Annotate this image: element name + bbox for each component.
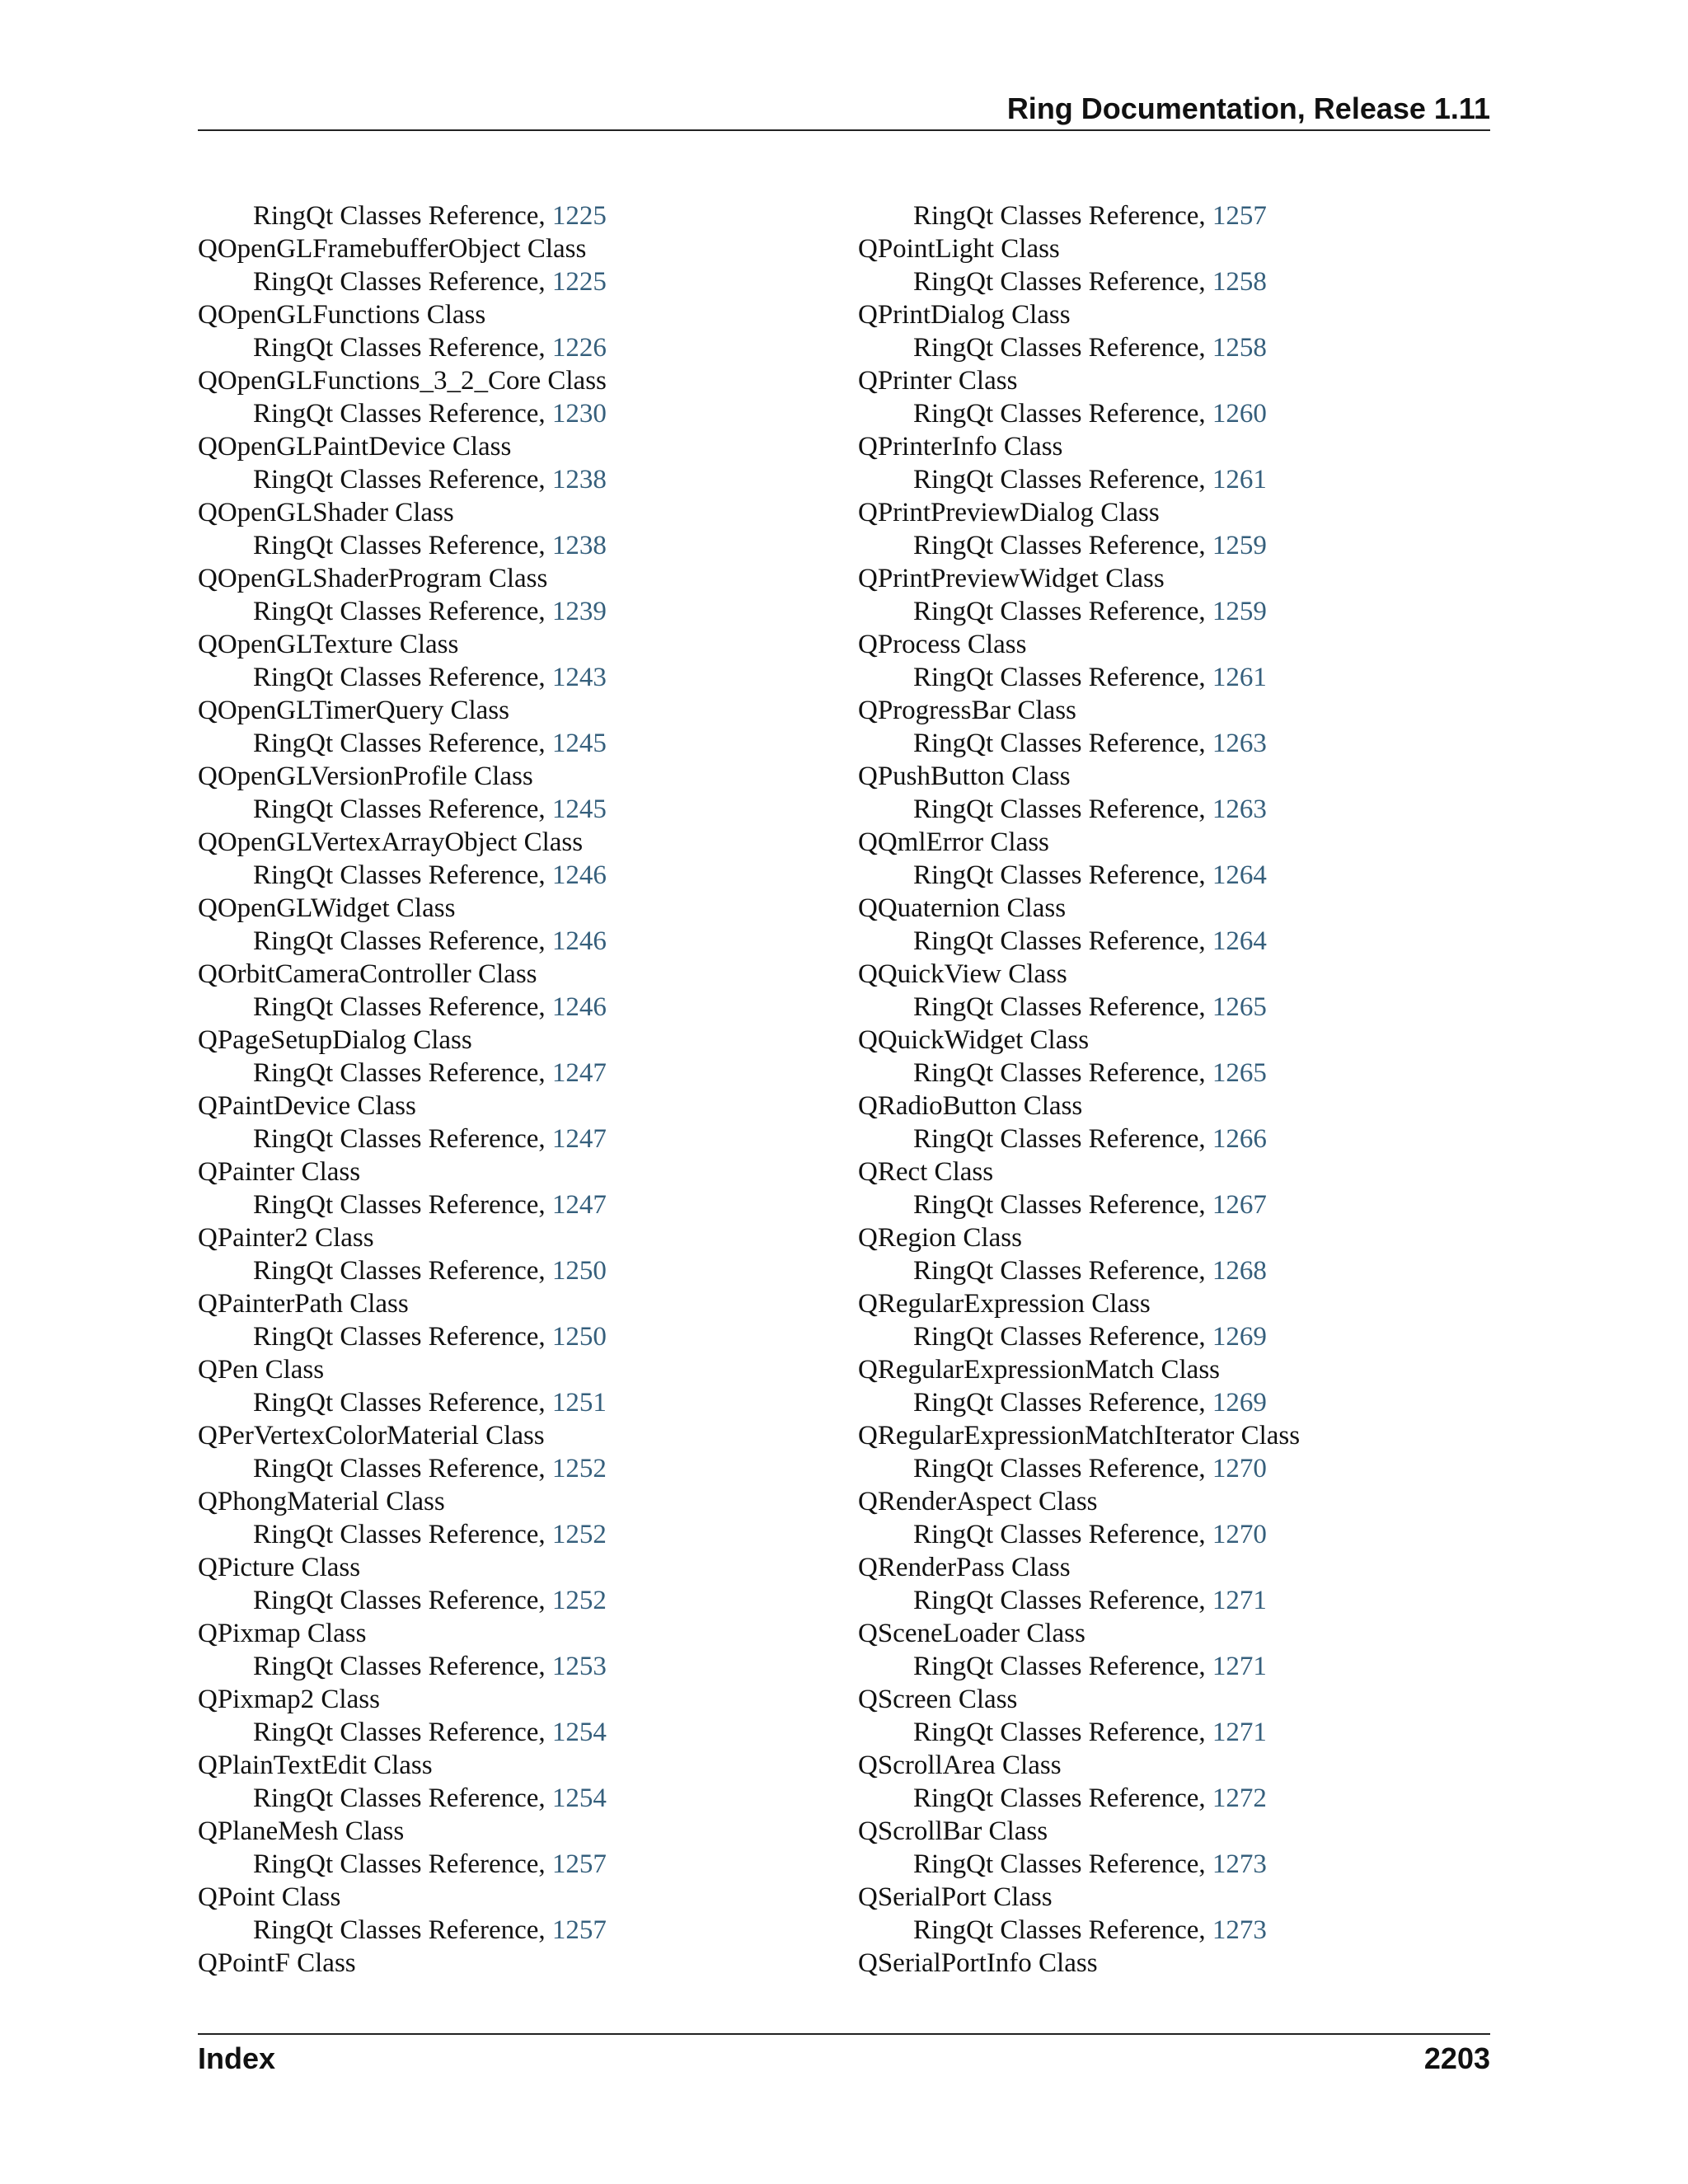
index-term: QRect Class bbox=[858, 1157, 994, 1187]
subentry-label: RingQt Classes Reference, bbox=[913, 729, 1212, 758]
subentry-label: RingQt Classes Reference, bbox=[913, 1783, 1212, 1813]
subentry-label: RingQt Classes Reference, bbox=[913, 1388, 1212, 1418]
index-subentry bbox=[198, 1518, 808, 1551]
index-term: QOpenGLShader Class bbox=[198, 498, 454, 527]
subentry-label: RingQt Classes Reference, bbox=[253, 1520, 552, 1549]
index-term: QQmlError Class bbox=[858, 827, 1049, 857]
index-subentry bbox=[198, 1914, 808, 1947]
subentry-label: RingQt Classes Reference, bbox=[253, 1388, 552, 1418]
page-number-link[interactable]: 1257 bbox=[551, 1915, 607, 1945]
index-subentry bbox=[858, 661, 1490, 694]
index-term: QOpenGLTexture Class bbox=[198, 630, 459, 659]
page-number-link[interactable]: 1260 bbox=[1212, 399, 1267, 429]
index-term: QQuickView Class bbox=[858, 959, 1067, 989]
subentry-label: RingQt Classes Reference, bbox=[253, 794, 552, 824]
page-number-link[interactable]: 1252 bbox=[551, 1586, 607, 1615]
subentry-label: RingQt Classes Reference, bbox=[253, 663, 552, 692]
page-number-link[interactable]: 1246 bbox=[551, 992, 607, 1022]
index-term: QPointLight Class bbox=[858, 234, 1060, 264]
index-term: QRenderPass Class bbox=[858, 1553, 1071, 1582]
index-term: QPaintDevice Class bbox=[198, 1091, 416, 1121]
index-subentry bbox=[858, 1254, 1490, 1287]
subentry-label: RingQt Classes Reference, bbox=[913, 1256, 1212, 1286]
page-number-link[interactable]: 1246 bbox=[551, 926, 607, 956]
index-term: QSerialPort Class bbox=[858, 1882, 1053, 1912]
index-term: QQuaternion Class bbox=[858, 893, 1067, 923]
page-number-link[interactable]: 1250 bbox=[551, 1322, 607, 1352]
page-number-link[interactable]: 1270 bbox=[1212, 1454, 1267, 1483]
index-term: QSceneLoader Class bbox=[858, 1619, 1085, 1648]
index-term: QPushButton Class bbox=[858, 762, 1071, 791]
page-number-link[interactable]: 1251 bbox=[551, 1388, 607, 1418]
subentry-label: RingQt Classes Reference, bbox=[913, 399, 1212, 429]
subentry-label: RingQt Classes Reference, bbox=[253, 729, 552, 758]
index-subentry bbox=[858, 1320, 1490, 1353]
page-number-link[interactable]: 1254 bbox=[551, 1783, 607, 1813]
subentry-label: RingQt Classes Reference, bbox=[253, 201, 552, 231]
subentry-label: RingQt Classes Reference, bbox=[913, 1586, 1212, 1615]
index-subentry bbox=[858, 1452, 1490, 1485]
page-number-link[interactable]: 1245 bbox=[551, 729, 607, 758]
index-term: QPageSetupDialog Class bbox=[198, 1025, 472, 1055]
page-number-link[interactable]: 1268 bbox=[1212, 1256, 1267, 1286]
index-term: QOpenGLVertexArrayObject Class bbox=[198, 827, 584, 857]
subentry-label: RingQt Classes Reference, bbox=[913, 1124, 1212, 1154]
index-subentry bbox=[198, 1782, 808, 1815]
index-subentry bbox=[858, 991, 1490, 1024]
index-term: QSerialPortInfo Class bbox=[858, 1948, 1098, 1978]
index-subentry bbox=[858, 1518, 1490, 1551]
subentry-label: RingQt Classes Reference, bbox=[913, 531, 1212, 560]
index-term: QOrbitCameraController Class bbox=[198, 959, 537, 989]
index-subentry bbox=[198, 1452, 808, 1485]
footer-section-label: Index bbox=[198, 2041, 276, 2075]
page-number-link[interactable]: 1266 bbox=[1212, 1124, 1267, 1154]
index-term: QOpenGLFramebufferObject Class bbox=[198, 234, 587, 264]
index-subentry bbox=[858, 1650, 1490, 1683]
index-subentry bbox=[858, 463, 1490, 496]
index-term: QOpenGLShaderProgram Class bbox=[198, 564, 548, 593]
subentry-label: RingQt Classes Reference, bbox=[253, 1322, 552, 1352]
subentry-label: RingQt Classes Reference, bbox=[913, 597, 1212, 626]
page-number-link[interactable]: 1265 bbox=[1212, 1058, 1267, 1088]
subentry-label: RingQt Classes Reference, bbox=[913, 1652, 1212, 1681]
page-number-link[interactable]: 1245 bbox=[551, 794, 607, 824]
index-term: QPicture Class bbox=[198, 1553, 361, 1582]
subentry-label: RingQt Classes Reference, bbox=[913, 1322, 1212, 1352]
subentry-label: RingQt Classes Reference, bbox=[253, 1058, 552, 1088]
page-number-link[interactable]: 1267 bbox=[1212, 1190, 1267, 1220]
index-subentry bbox=[198, 1716, 808, 1749]
subentry-label: RingQt Classes Reference, bbox=[913, 992, 1212, 1022]
page-number-link[interactable]: 1263 bbox=[1212, 794, 1267, 824]
index-term: QPen Class bbox=[198, 1355, 325, 1385]
page-number-link[interactable]: 1257 bbox=[551, 1849, 607, 1879]
index-subentry bbox=[198, 1848, 808, 1881]
index-term: QPerVertexColorMaterial Class bbox=[198, 1421, 545, 1451]
page-number-link[interactable]: 1259 bbox=[1212, 531, 1267, 560]
subentry-label: RingQt Classes Reference, bbox=[253, 926, 552, 956]
index-subentry bbox=[858, 1584, 1490, 1617]
subentry-label: RingQt Classes Reference, bbox=[913, 663, 1212, 692]
subentry-label: RingQt Classes Reference, bbox=[253, 1718, 552, 1747]
index-subentry bbox=[198, 1584, 808, 1617]
page-number-link[interactable]: 1261 bbox=[1212, 465, 1267, 494]
index-term: QOpenGLTimerQuery Class bbox=[198, 696, 509, 725]
subentry-label: RingQt Classes Reference, bbox=[913, 1849, 1212, 1879]
index-term: QPainter2 Class bbox=[198, 1223, 374, 1253]
index-subentry bbox=[858, 397, 1490, 430]
page-number-link[interactable]: 1263 bbox=[1212, 729, 1267, 758]
index-subentry bbox=[858, 1914, 1490, 1947]
index-subentry bbox=[858, 1122, 1490, 1155]
index-term: QRegularExpression Class bbox=[858, 1289, 1151, 1319]
page-number-link[interactable]: 1247 bbox=[551, 1058, 607, 1088]
page-number-link[interactable]: 1258 bbox=[1212, 333, 1267, 363]
index-subentry bbox=[858, 1782, 1490, 1815]
index-term: QOpenGLPaintDevice Class bbox=[198, 432, 512, 462]
index-term: QPrintDialog Class bbox=[858, 300, 1071, 330]
subentry-label: RingQt Classes Reference, bbox=[913, 1520, 1212, 1549]
index-term: QPoint Class bbox=[198, 1882, 341, 1912]
page-number-link[interactable]: 1225 bbox=[551, 201, 607, 231]
page-number-link[interactable]: 1271 bbox=[1212, 1586, 1267, 1615]
index-subentry bbox=[858, 331, 1490, 364]
subentry-label: RingQt Classes Reference, bbox=[913, 1454, 1212, 1483]
index-column-right bbox=[858, 199, 1490, 1980]
index-term: QOpenGLVersionProfile Class bbox=[198, 762, 533, 791]
page-number-link[interactable]: 1252 bbox=[551, 1520, 607, 1549]
index-term: QPrinter Class bbox=[858, 366, 1018, 396]
subentry-label: RingQt Classes Reference, bbox=[253, 1783, 552, 1813]
page-number-link[interactable]: 1230 bbox=[551, 399, 607, 429]
index-term: QRegularExpressionMatchIterator Class bbox=[858, 1421, 1301, 1451]
page-number-link[interactable]: 1226 bbox=[551, 333, 607, 363]
subentry-label: RingQt Classes Reference, bbox=[913, 860, 1212, 890]
index-subentry bbox=[858, 727, 1490, 760]
index-term: QScrollBar Class bbox=[858, 1816, 1048, 1846]
index-term: QPlaneMesh Class bbox=[198, 1816, 405, 1846]
index-subentry bbox=[198, 1320, 808, 1353]
page-number-link[interactable]: 1238 bbox=[551, 465, 607, 494]
index-subentry bbox=[858, 859, 1490, 892]
index-term: QRegularExpressionMatch Class bbox=[858, 1355, 1221, 1385]
page-number-link[interactable]: 1272 bbox=[1212, 1783, 1267, 1813]
index-subentry bbox=[198, 397, 808, 430]
page-number-link[interactable]: 1270 bbox=[1212, 1520, 1267, 1549]
index-term: QPainterPath Class bbox=[198, 1289, 409, 1319]
index-subentry bbox=[198, 1188, 808, 1221]
subentry-label: RingQt Classes Reference, bbox=[253, 1915, 552, 1945]
page-number-link[interactable]: 1247 bbox=[551, 1190, 607, 1220]
subentry-label: RingQt Classes Reference, bbox=[913, 333, 1212, 363]
index-subentry bbox=[198, 727, 808, 760]
index-subentry bbox=[198, 1650, 808, 1683]
index-subentry bbox=[198, 1254, 808, 1287]
index-subentry bbox=[858, 265, 1490, 298]
index-column-left bbox=[198, 199, 808, 1980]
page-number-link[interactable]: 1265 bbox=[1212, 992, 1267, 1022]
index-term: QScreen Class bbox=[858, 1685, 1018, 1714]
page-number-link[interactable]: 1254 bbox=[551, 1718, 607, 1747]
page-number-link[interactable]: 1257 bbox=[1212, 201, 1267, 231]
page-number-link[interactable]: 1246 bbox=[551, 860, 607, 890]
page-number-link[interactable]: 1253 bbox=[551, 1652, 607, 1681]
footer-page-number: 2203 bbox=[1423, 2041, 1490, 2075]
index-term: QQuickWidget Class bbox=[858, 1025, 1090, 1055]
index-term: QPrintPreviewDialog Class bbox=[858, 498, 1160, 527]
page-number-link[interactable]: 1269 bbox=[1212, 1388, 1267, 1418]
index-subentry bbox=[198, 331, 808, 364]
index-term: QPrinterInfo Class bbox=[858, 432, 1063, 462]
index-term: QOpenGLWidget Class bbox=[198, 893, 456, 923]
footer-rule bbox=[198, 2033, 1490, 2035]
index-subentry bbox=[858, 925, 1490, 958]
index-subentry bbox=[858, 1057, 1490, 1090]
subentry-label: RingQt Classes Reference, bbox=[253, 1849, 552, 1879]
index-subentry bbox=[858, 595, 1490, 628]
index-subentry bbox=[198, 793, 808, 826]
index-subentry bbox=[198, 463, 808, 496]
index-term: QProgressBar Class bbox=[858, 696, 1076, 725]
subentry-label: RingQt Classes Reference, bbox=[253, 399, 552, 429]
subentry-label: RingQt Classes Reference, bbox=[253, 1652, 552, 1681]
index-term: QPixmap Class bbox=[198, 1619, 367, 1648]
page-number-link[interactable]: 1271 bbox=[1212, 1652, 1267, 1681]
subentry-label: RingQt Classes Reference, bbox=[913, 1058, 1212, 1088]
subentry-label: RingQt Classes Reference, bbox=[913, 926, 1212, 956]
index-subentry bbox=[198, 595, 808, 628]
index-term: QRegion Class bbox=[858, 1223, 1022, 1253]
page-number-link[interactable]: 1250 bbox=[551, 1256, 607, 1286]
subentry-label: RingQt Classes Reference, bbox=[913, 267, 1212, 297]
index-subentry bbox=[198, 991, 808, 1024]
subentry-label: RingQt Classes Reference, bbox=[253, 1190, 552, 1220]
page-number-link[interactable]: 1252 bbox=[551, 1454, 607, 1483]
index-subentry bbox=[198, 265, 808, 298]
subentry-label: RingQt Classes Reference, bbox=[913, 1915, 1212, 1945]
index-term: QOpenGLFunctions_3_2_Core Class bbox=[198, 366, 607, 396]
index-subentry bbox=[858, 1716, 1490, 1749]
subentry-label: RingQt Classes Reference, bbox=[253, 1454, 552, 1483]
subentry-label: RingQt Classes Reference, bbox=[913, 1190, 1212, 1220]
subentry-label: RingQt Classes Reference, bbox=[253, 531, 552, 560]
index-term: QScrollArea Class bbox=[858, 1750, 1062, 1780]
index-term: QPixmap2 Class bbox=[198, 1685, 380, 1714]
subentry-label: RingQt Classes Reference, bbox=[253, 1586, 552, 1615]
subentry-label: RingQt Classes Reference, bbox=[253, 1124, 552, 1154]
index-subentry bbox=[858, 1386, 1490, 1419]
index-subentry bbox=[858, 1188, 1490, 1221]
index-term: QPlainTextEdit Class bbox=[198, 1750, 433, 1780]
page-number-link[interactable]: 1259 bbox=[1212, 597, 1267, 626]
page-number-link[interactable]: 1273 bbox=[1212, 1849, 1267, 1879]
page-number-link[interactable]: 1239 bbox=[551, 597, 607, 626]
index-subentry bbox=[858, 529, 1490, 562]
page-number-link[interactable]: 1225 bbox=[551, 267, 607, 297]
index-subentry bbox=[858, 1848, 1490, 1881]
index-term: QRenderAspect Class bbox=[858, 1487, 1098, 1516]
page-number-link[interactable]: 1269 bbox=[1212, 1322, 1267, 1352]
index-term: QPrintPreviewWidget Class bbox=[858, 564, 1165, 593]
subentry-label: RingQt Classes Reference, bbox=[253, 992, 552, 1022]
subentry-label: RingQt Classes Reference, bbox=[913, 465, 1212, 494]
header-rule bbox=[198, 129, 1490, 131]
index-term: QOpenGLFunctions Class bbox=[198, 300, 486, 330]
subentry-label: RingQt Classes Reference, bbox=[913, 201, 1212, 231]
subentry-label: RingQt Classes Reference, bbox=[253, 465, 552, 494]
subentry-label: RingQt Classes Reference, bbox=[253, 333, 552, 363]
index-subentry bbox=[198, 859, 808, 892]
index-subentry bbox=[198, 925, 808, 958]
running-header: Ring Documentation, Release 1.11 bbox=[1006, 91, 1490, 125]
page-number-link[interactable]: 1243 bbox=[551, 663, 607, 692]
subentry-label: RingQt Classes Reference, bbox=[913, 794, 1212, 824]
page-number-link[interactable]: 1273 bbox=[1212, 1915, 1267, 1945]
page-number-link[interactable]: 1238 bbox=[551, 531, 607, 560]
index-subentry bbox=[198, 199, 808, 232]
index-subentry bbox=[198, 1122, 808, 1155]
index-term: QPhongMaterial Class bbox=[198, 1487, 445, 1516]
index-subentry bbox=[198, 1386, 808, 1419]
page-number-link[interactable]: 1258 bbox=[1212, 267, 1267, 297]
page-number-link[interactable]: 1261 bbox=[1212, 663, 1267, 692]
index-term: QPainter Class bbox=[198, 1157, 361, 1187]
index-subentry bbox=[198, 529, 808, 562]
subentry-label: RingQt Classes Reference, bbox=[253, 597, 552, 626]
index-subentry bbox=[858, 793, 1490, 826]
subentry-label: RingQt Classes Reference, bbox=[913, 1718, 1212, 1747]
subentry-label: RingQt Classes Reference, bbox=[253, 267, 552, 297]
index-term: QRadioButton Class bbox=[858, 1091, 1083, 1121]
page-number-link[interactable]: 1271 bbox=[1212, 1718, 1267, 1747]
index-subentry bbox=[198, 661, 808, 694]
index-subentry bbox=[198, 1057, 808, 1090]
page-number-link[interactable]: 1264 bbox=[1212, 860, 1267, 890]
subentry-label: RingQt Classes Reference, bbox=[253, 1256, 552, 1286]
page-number-link[interactable]: 1264 bbox=[1212, 926, 1267, 956]
index-subentry bbox=[858, 199, 1490, 232]
page-number-link[interactable]: 1247 bbox=[551, 1124, 607, 1154]
index-term: QProcess Class bbox=[858, 630, 1027, 659]
subentry-label: RingQt Classes Reference, bbox=[253, 860, 552, 890]
index-term: QPointF Class bbox=[198, 1948, 356, 1978]
